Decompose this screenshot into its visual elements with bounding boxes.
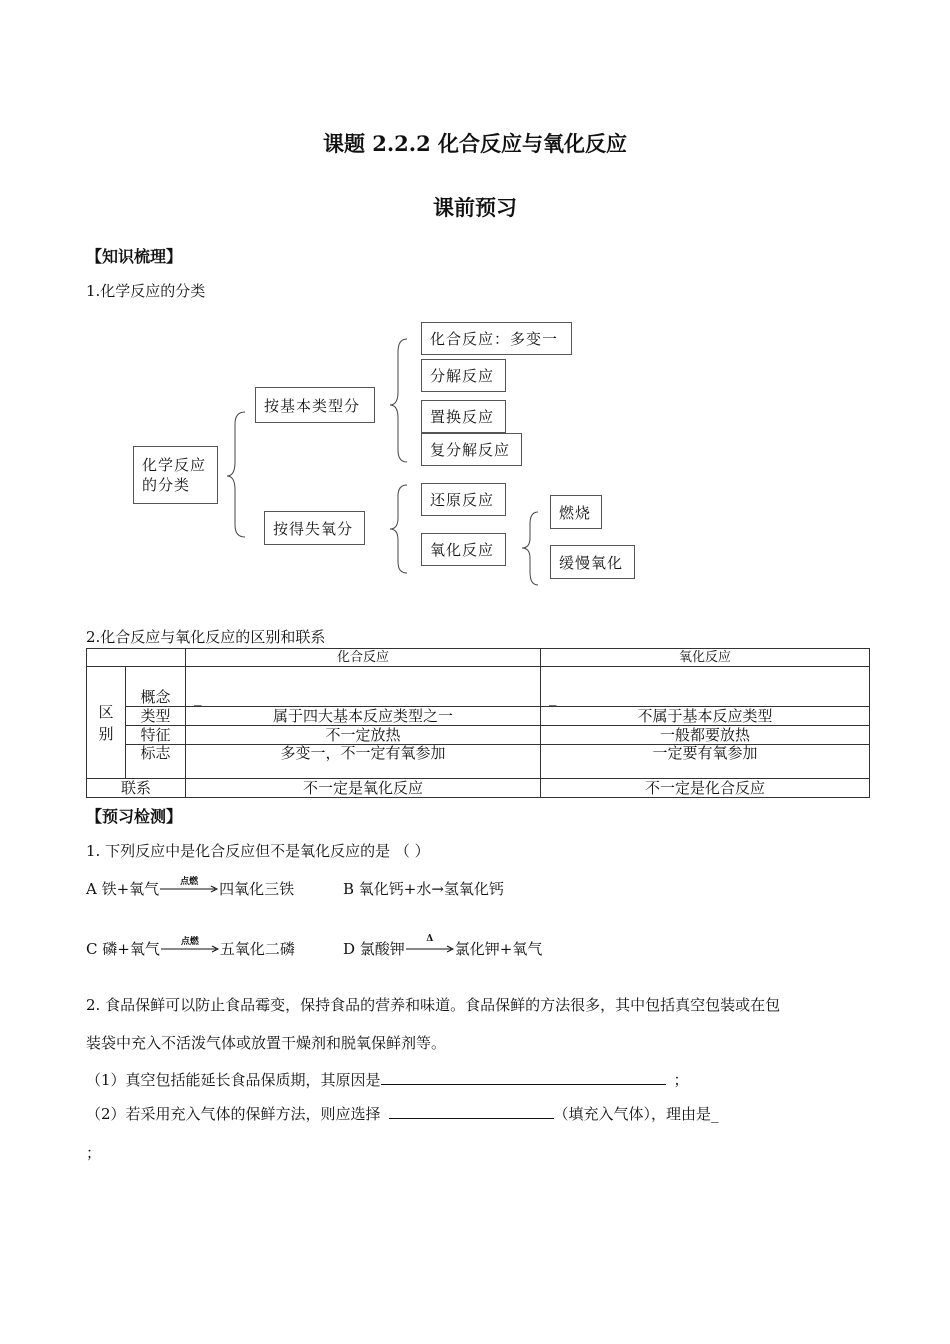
option-c-condition: 点燃 (180, 936, 199, 947)
diagram-displacement-box: 置换反应 (421, 400, 506, 433)
diagram-basic-box: 按基本类型分 (255, 387, 375, 423)
arrow-right-icon (405, 944, 455, 954)
page-title: 课题 2.2.2 化合反应与氧化反应 (322, 131, 628, 156)
answer-blank-1[interactable] (381, 1068, 666, 1085)
question-2-part-1 (86, 1068, 689, 1090)
diagram-combustion-box: 燃烧 (550, 495, 602, 529)
table-row (87, 745, 870, 779)
table-header-combination: 化合反应 (186, 649, 541, 667)
option-c-arrow (160, 936, 220, 958)
option-d[interactable] (343, 933, 543, 959)
question-2-part-2-text: （2）若采用充入气体的保鲜方法，则应选择 (86, 1105, 381, 1123)
question-2-part-1-end: ； (673, 1071, 689, 1089)
diagram-oxygen-box: 按得失氧分 (264, 511, 365, 545)
question-2-stem-line1: 2. 食品保鲜可以防止食品霉变，保持食品的营养和味道。食品保鲜的方法很多，其中包括真空包装或在包 (86, 996, 781, 1014)
comparison-table (86, 648, 870, 798)
option-b[interactable] (343, 878, 504, 899)
table-cell: _ (541, 667, 870, 707)
question-2-part-2-tail: ； (86, 1144, 102, 1162)
diagram-brackets (0, 0, 950, 620)
table-cell: 一定要有氧参加 (541, 745, 870, 779)
answer-blank-2[interactable] (389, 1102, 554, 1119)
item-1-title: 1.化学反应的分类 (86, 282, 206, 300)
option-a-arrow (159, 876, 219, 898)
diagram-root-box: 化学反应的分类 (133, 446, 218, 504)
option-a-products: 四氧化三铁 (219, 880, 295, 898)
option-a-reactants: A 铁+氧气 (86, 880, 160, 898)
diagram-decomposition-box: 分解反应 (421, 359, 506, 392)
table-row (87, 726, 870, 745)
table-header-oxidation: 氧化反应 (541, 649, 870, 667)
table-link-label: 联系 (87, 779, 186, 798)
arrow-right-icon (160, 944, 220, 954)
question-2-part-1-text: （1）真空包括能延长食品保质期，其原因是 (86, 1071, 381, 1089)
table-cell: 不属于基本反应类型 (541, 707, 870, 726)
option-d-reactants: D 氯酸钾 (343, 940, 405, 958)
option-c[interactable] (86, 938, 295, 959)
diagram-slow-oxidation-box: 缓慢氧化 (550, 545, 635, 579)
diagram-double-decomposition-box: 复分解反应 (421, 433, 522, 466)
question-2-part-2 (86, 1102, 719, 1124)
table-cell: 多变一，不一定有氧参加 (186, 745, 541, 779)
question-1-stem: 1. 下列反应中是化合反应但不是氧化反应的是 （ ） (86, 842, 430, 860)
table-row (87, 667, 870, 707)
question-2-stem-line2: 装袋中充入不活泼气体或放置干燥剂和脱氧保鲜剂等。 (86, 1034, 447, 1052)
option-d-condition: Δ (426, 933, 434, 944)
item-2-title: 2.化合反应与氧化反应的区别和联系 (86, 628, 326, 646)
question-2-part-2-mid: （填充入气体），理由是 (553, 1105, 712, 1123)
page-subtitle: 课前预习 (433, 195, 517, 220)
option-a-condition: 点燃 (180, 876, 199, 887)
diagram-oxidation-box: 氧化反应 (421, 533, 506, 566)
table-row-label: 概念 (126, 667, 186, 707)
table-cell: 一般都要放热 (541, 726, 870, 745)
arrow-right-icon (159, 884, 219, 894)
table-cell: _ (186, 667, 541, 707)
option-b-text: B 氧化钙+水→氢氧化钙 (343, 880, 504, 898)
table-row (87, 707, 870, 726)
table-diff-label: 区别 (87, 667, 126, 779)
diagram-reduction-box: 还原反应 (421, 483, 506, 516)
section-heading-knowledge: 【知识梳理】 (86, 247, 183, 266)
diagram-combination-box: 化合反应：多变一 (421, 322, 572, 355)
table-cell: 不一定是化合反应 (541, 779, 870, 798)
option-c-products: 五氧化二磷 (219, 940, 295, 958)
section-heading-check: 【预习检测】 (86, 807, 183, 826)
table-header-row (87, 649, 870, 667)
answer-blank-3[interactable]: _ (711, 1105, 719, 1123)
table-row (87, 779, 870, 798)
option-c-reactants: C 磷+氧气 (86, 940, 160, 958)
option-a[interactable] (86, 878, 294, 899)
option-d-products: 氯化钾+氧气 (454, 940, 543, 958)
table-cell: 属于四大基本反应类型之一 (186, 707, 541, 726)
table-row-label: 标志 (126, 745, 186, 779)
table-cell: 不一定是氧化反应 (186, 779, 541, 798)
table-row-label: 类型 (126, 707, 186, 726)
table-cell: 不一定放热 (186, 726, 541, 745)
table-corner-cell (87, 649, 186, 667)
table-row-label: 特征 (126, 726, 186, 745)
option-d-arrow (405, 933, 455, 958)
